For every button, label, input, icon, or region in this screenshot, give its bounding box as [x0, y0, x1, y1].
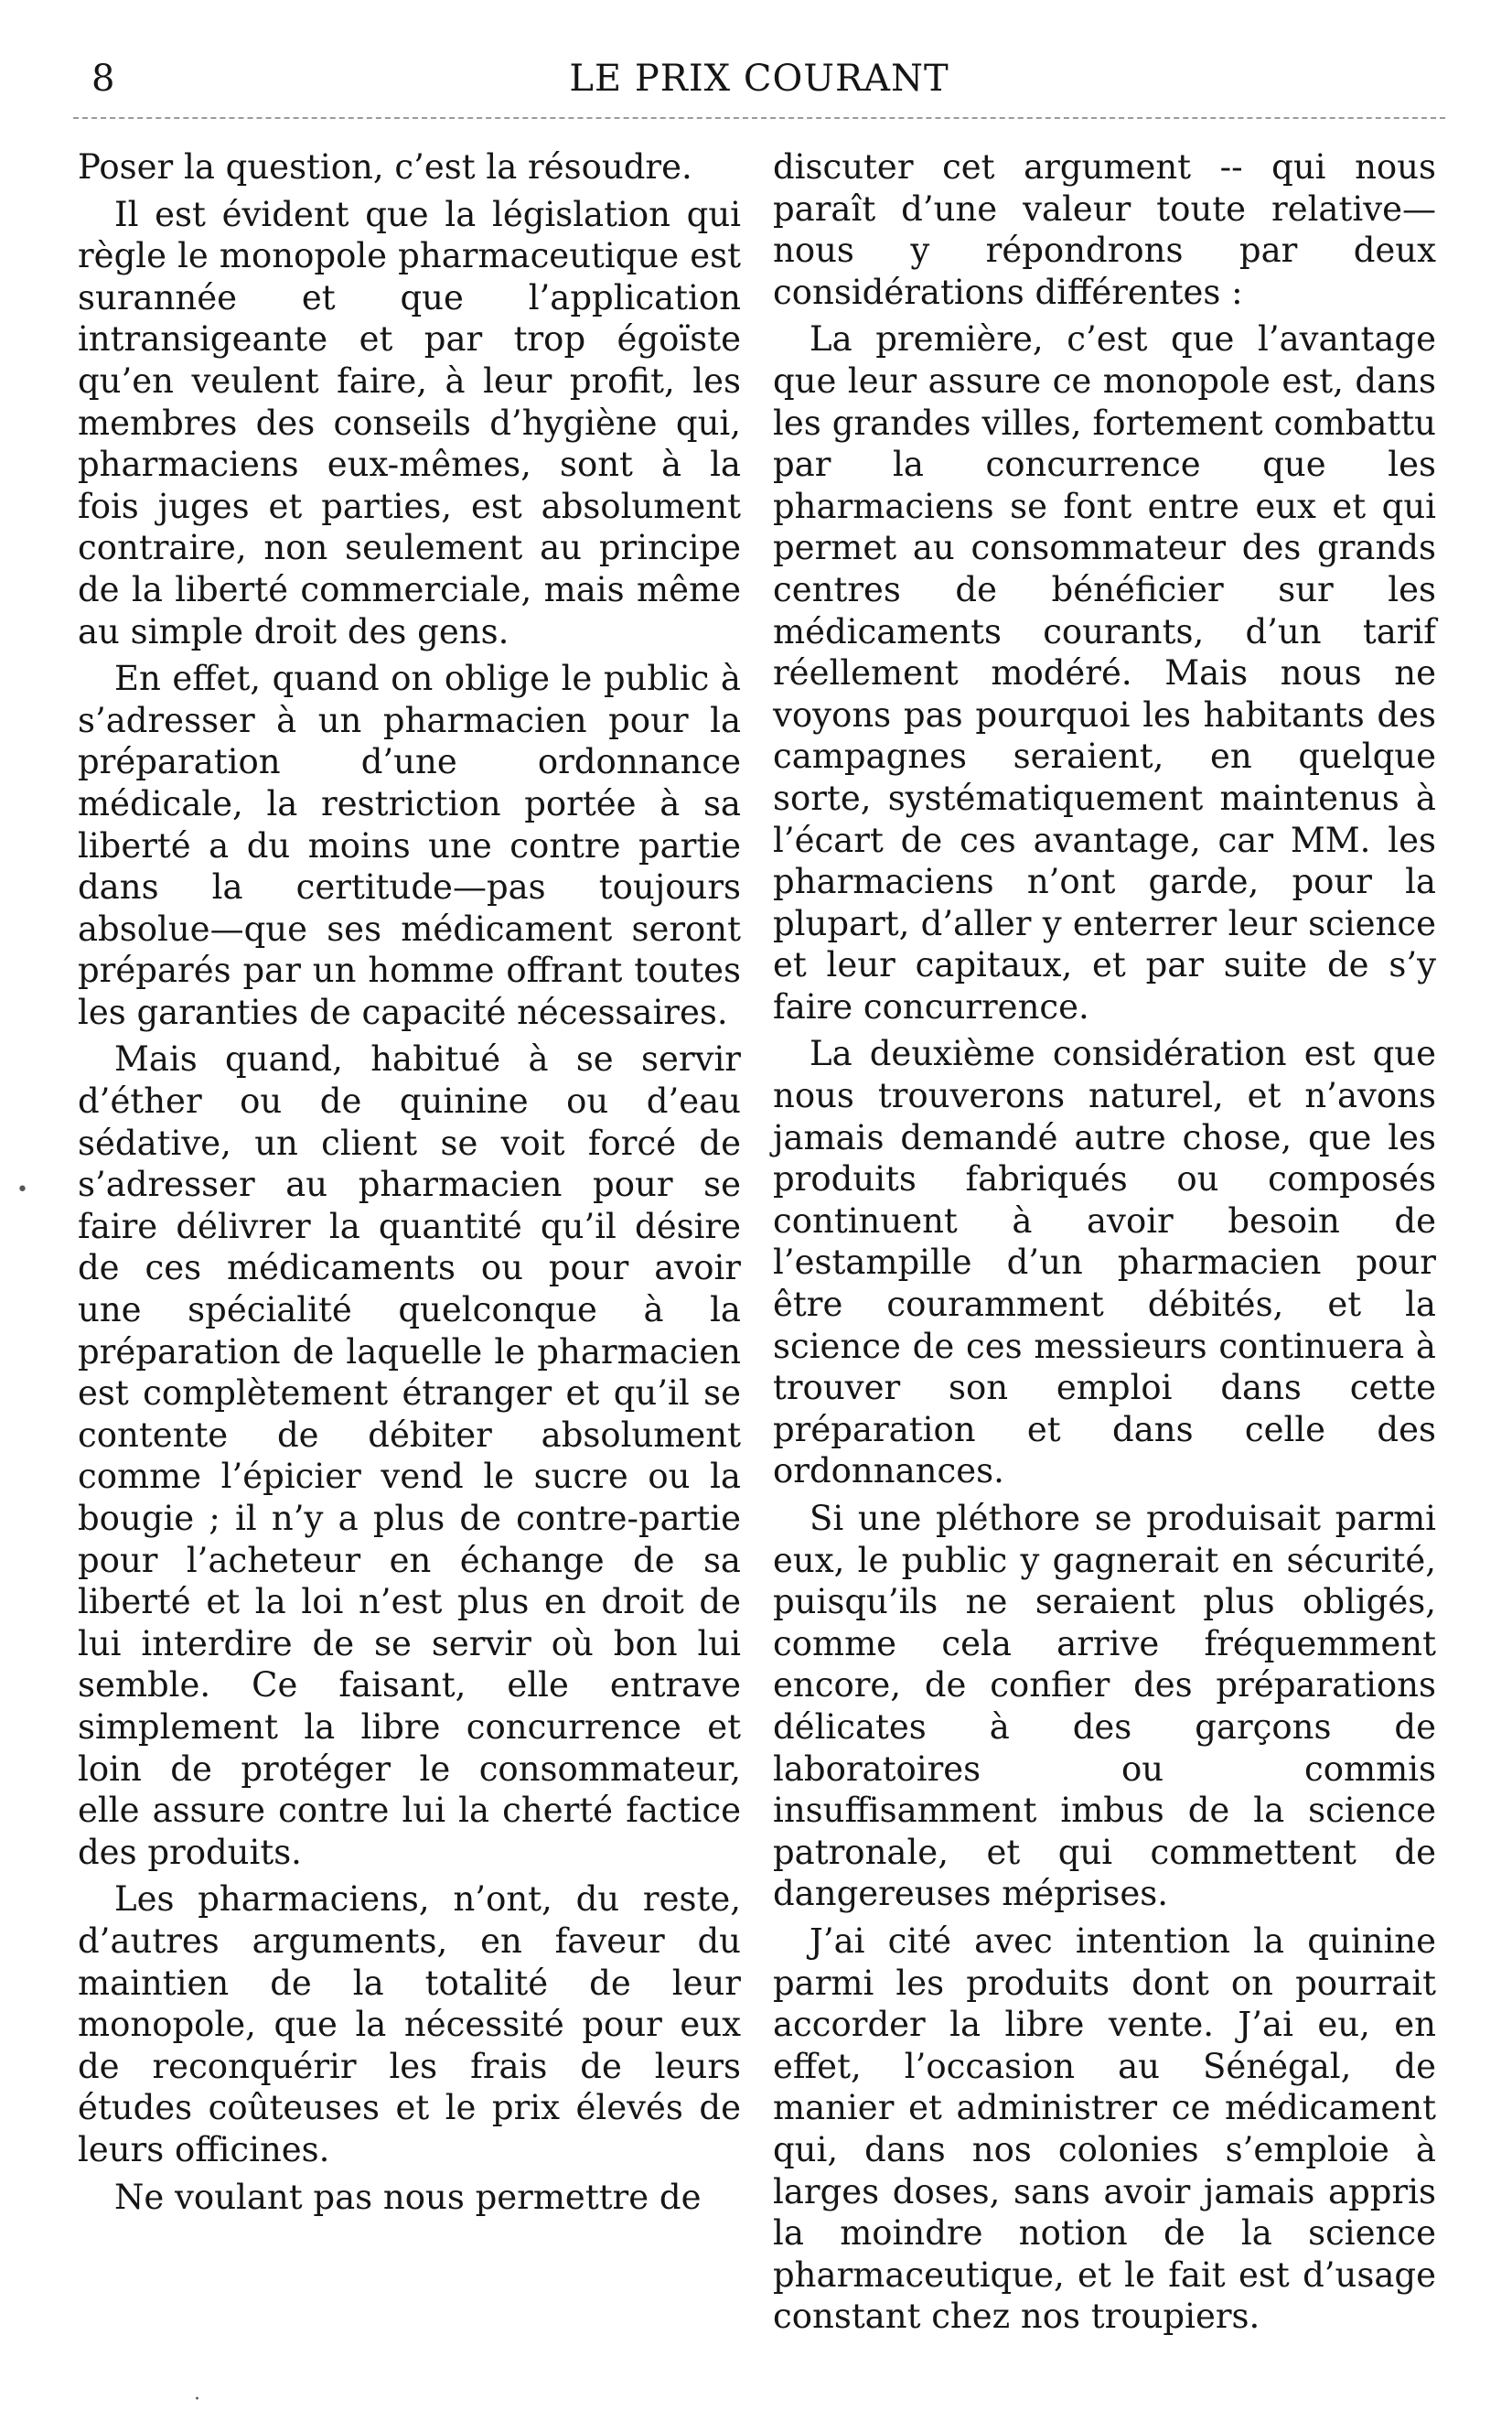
print-speck: ·	[194, 2388, 200, 2411]
paragraph: Les pharmaciens, n’ont, du reste, d’autres arguments, en faveur du maintien de la totalité de leur monopole, que la nécessité pour eux de reconquérir les frais de leurs études coûteuses et le prix élevés de leurs officines.	[78, 1879, 741, 2169]
paragraph: Il est évident que la législation qui règle le monopole pharmaceutique est surannée et que l’application intransigeante et par trop égoïste qu’en veulent faire, à leur profit, les membres des conseils d’hygiène qui, pharmaciens eux-mêmes, sont à la fois juges et parties, est absolument contraire, non seulement au principe de la liberté commerciale, mais même au simple droit des gens.	[78, 194, 741, 651]
paragraph: Poser la question, c’est la résoudre.	[78, 147, 692, 187]
right-column	[773, 146, 1436, 2343]
print-speck: •	[16, 1178, 28, 1201]
running-title: LE PRIX COURANT	[569, 58, 949, 100]
paragraph: La première, c’est que l’avantage que leur assure ce monopole est, dans les grandes villes, fortement combattu par la concurrence que les pharmaciens se font entre eux et qui permet au consommateur des grands centres de bénéficier sur les médicaments courants, d’un tarif réellement modéré. Mais nous ne voyons pas pourquoi les habitants des campagnes seraient, en quelque sorte, systématiquement maintenus à l’écart de ces avantage, car MM. les pharmaciens n’ont garde, pour la plupart, d’aller y enterrer leur science et leur capitaux, et par suite de s’y faire concurrence.	[773, 319, 1436, 1027]
paragraph: Si une pléthore se produisait parmi eux, le public y gagnerait en sécurité, puisqu’ils ne seraient plus obligés, comme cela arrive fréquemment encore, de confier des préparations délicates à des garçons de laboratoires ou commis insuffisamment imbus de la science patronale, et qui commettent de dangereuses méprises.	[773, 1499, 1436, 1914]
header-rule	[73, 117, 1445, 119]
page-header	[91, 57, 1427, 112]
paragraph: Mais quand, habitué à se servir d’éther ou de quinine ou d’eau sédative, un client se voit forcé de s’adresser au pharmacien pour se faire délivrer la quantité qu’il désire de ces médicaments ou pour avoir une spécialité quelconque à la préparation de laquelle le pharmacien est complètement étranger et qu’il se contente de débiter absolument comme l’épicier vend le sucre ou la bougie ; il n’y a plus de contre-partie pour l’acheteur en échange de sa liberté et la loi n’est plus en droit de lui interdire de se servir où bon lui semble. Ce faisant, elle entrave simplement la libre concurrence et loin de protéger le consommateur, elle assure contre lui la cherté factice des produits.	[78, 1039, 741, 1872]
paragraph: La deuxième considération est que nous trouverons naturel, et n’avons jamais demandé autre chose, que les produits fabriqués ou composés continuent à avoir besoin de l’estampille d’un pharmacien pour être couramment débités, et la science de ces messieurs continuera à trouver son emploi dans cette préparation et dans celle des ordonnances.	[773, 1034, 1436, 1491]
paragraph: En effet, quand on oblige le public à s’adresser à un pharmacien pour la préparation d’une ordonnance médicale, la restriction portée à sa liberté a du moins une contre partie dans la certitude—pas toujours absolue—que ses médicament seront préparés par un homme offrant toutes les garanties de capacité nécessaires.	[78, 659, 741, 1032]
paragraph: Ne voulant pas nous permettre de	[114, 2177, 702, 2217]
page-number: 8	[91, 58, 115, 100]
paragraph: J’ai cité avec intention la quinine parmi les produits dont on pourrait accorder la libre vente. J’ai eu, en effet, l’occasion au Sénégal, de manier et administrer ce médicament qui, dans nos colonies s’emploie à larges doses, sans avoir jamais appris la moindre notion de la science pharmaceutique, et le fait est d’usage constant chez nos troupiers.	[773, 1921, 1436, 2337]
paragraph: discuter cet argument -- qui nous paraît d’une valeur toute relative—nous y répondrons par deux considérations différentes :	[773, 147, 1436, 312]
left-column	[78, 146, 741, 2223]
